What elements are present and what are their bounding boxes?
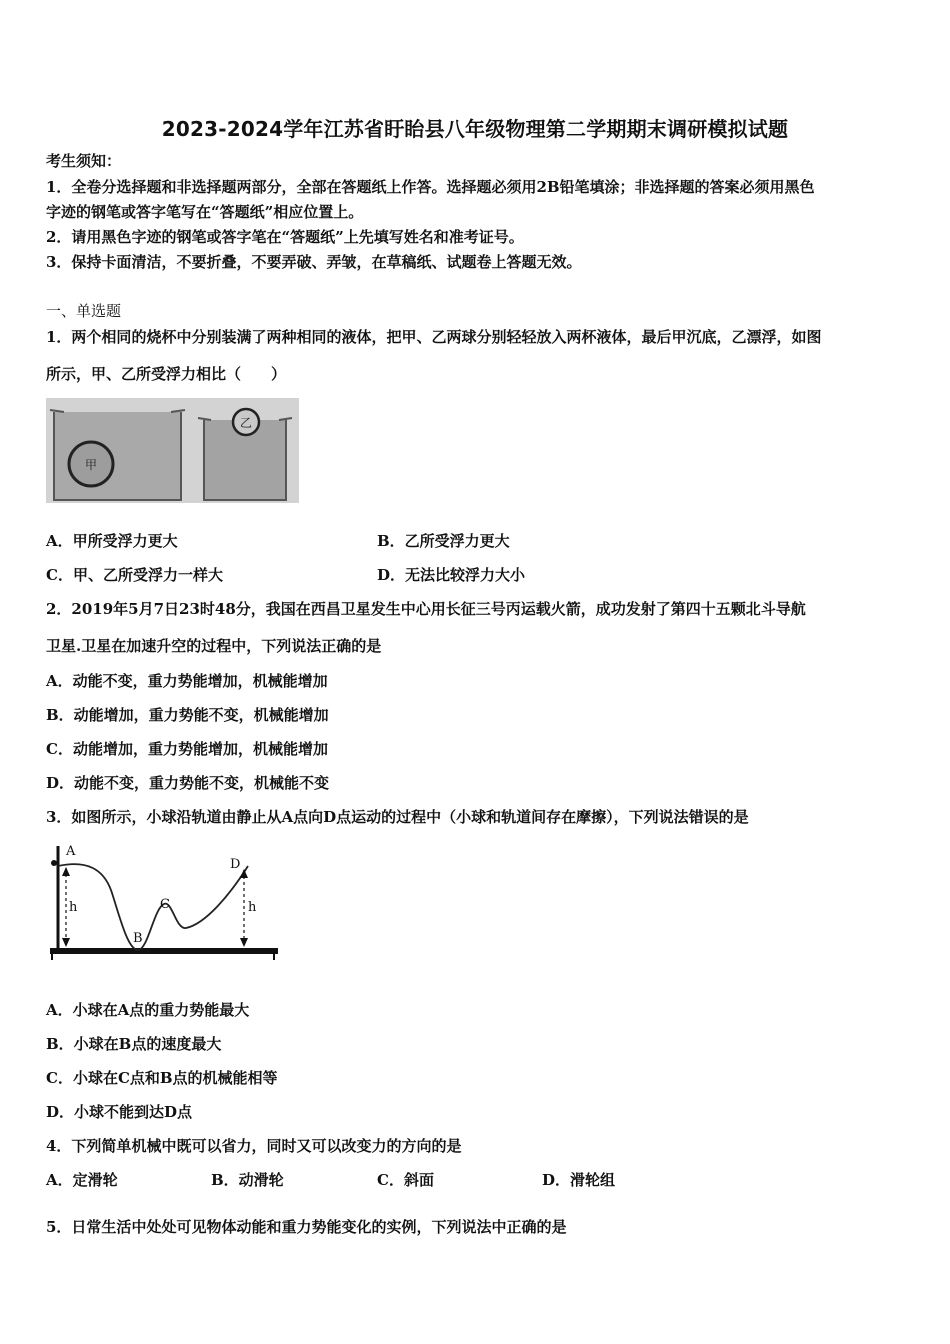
q1-stem-line2: 所示，甲、乙所受浮力相比（ ） bbox=[46, 365, 287, 383]
q1-stem-line1: 1．两个相同的烧杯中分别装满了两种相同的液体，把甲、乙两球分别轻轻放入两杯液体，最后甲沉底，乙漂浮，如图 bbox=[46, 328, 822, 346]
q2-option-b: B．动能增加，重力势能不变，机械能增加 bbox=[46, 706, 329, 724]
page-title: 2023-2024学年江苏省盱眙县八年级物理第二学期期末调研模拟试题 bbox=[161, 117, 789, 141]
notice-item: 2．请用黑色字迹的钢笔或答字笔在“答题纸”上先填写姓名和准考证号。 bbox=[46, 228, 524, 246]
notice-item: 3．保持卡面清洁，不要折叠，不要弄破、弄皱，在草稿纸、试题卷上答题无效。 bbox=[46, 253, 582, 271]
q1-option-a: A．甲所受浮力更大 bbox=[46, 532, 178, 550]
q2-option-a: A．动能不变，重力势能增加，机械能增加 bbox=[46, 672, 328, 690]
ball-jia-label: 甲 bbox=[84, 458, 98, 472]
beaker-right bbox=[198, 409, 292, 500]
q1-option-b: B．乙所受浮力更大 bbox=[377, 532, 510, 550]
q3-option-d: D．小球不能到达D点 bbox=[46, 1103, 193, 1121]
label-h-left: h bbox=[69, 900, 78, 915]
label-h-right: h bbox=[248, 900, 257, 915]
q1-option-c: C．甲、乙所受浮力一样大 bbox=[46, 566, 223, 584]
q2-option-d: D．动能不变，重力势能不变，机械能不变 bbox=[46, 774, 330, 792]
q4-stem: 4．下列简单机械中既可以省力，同时又可以改变力的方向的是 bbox=[46, 1137, 462, 1155]
q3-option-a: A．小球在A点的重力势能最大 bbox=[46, 1001, 250, 1019]
label-b: B bbox=[133, 931, 143, 946]
q3-option-c: C．小球在C点和B点的机械能相等 bbox=[46, 1069, 278, 1087]
q4-option-a: A．定滑轮 bbox=[46, 1171, 118, 1189]
label-a: A bbox=[66, 844, 76, 859]
ball-yi-label: 乙 bbox=[239, 416, 253, 430]
notice-heading: 考生须知： bbox=[46, 152, 122, 170]
q2-stem-line1: 2．2019年5月7日23时48分，我国在西昌卫星发生中心用长征三号丙运载火箭，成功发射了第四十五颗北斗导航 bbox=[46, 600, 806, 618]
q4-option-b: B．动滑轮 bbox=[211, 1171, 284, 1189]
q2-stem-line2: 卫星.卫星在加速升空的过程中，下列说法正确的是 bbox=[46, 637, 382, 655]
label-d: D bbox=[230, 857, 241, 872]
label-c: C bbox=[160, 897, 170, 912]
q3-option-b: B．小球在B点的速度最大 bbox=[46, 1035, 222, 1053]
q1-beakers-figure bbox=[46, 398, 299, 503]
track-curve bbox=[58, 864, 248, 950]
q3-track-figure bbox=[46, 838, 282, 968]
q4-option-d: D．滑轮组 bbox=[542, 1171, 616, 1189]
q3-stem: 3．如图所示，小球沿轨道由静止从A点向D点运动的过程中（小球和轨道间存在摩擦），下列说法错误的是 bbox=[46, 808, 749, 826]
q1-option-d: D．无法比较浮力大小 bbox=[377, 566, 526, 584]
q5-stem: 5．日常生活中处处可见物体动能和重力势能变化的实例，下列说法中正确的是 bbox=[46, 1218, 567, 1236]
ground bbox=[50, 948, 278, 954]
q2-option-c: C．动能增加，重力势能增加，机械能增加 bbox=[46, 740, 328, 758]
notice-item: 1．全卷分选择题和非选择题两部分，全部在答题纸上作答。选择题必须用2B铅笔填涂；非选择题的答案必须用黑色 bbox=[46, 178, 815, 196]
notice-item: 字迹的钢笔或答字笔写在“答题纸”相应位置上。 bbox=[46, 203, 364, 221]
beaker-left bbox=[50, 410, 185, 500]
q4-option-c: C．斜面 bbox=[377, 1171, 434, 1189]
ball-a bbox=[51, 860, 57, 866]
section-heading: 一、单选题 bbox=[46, 302, 122, 320]
